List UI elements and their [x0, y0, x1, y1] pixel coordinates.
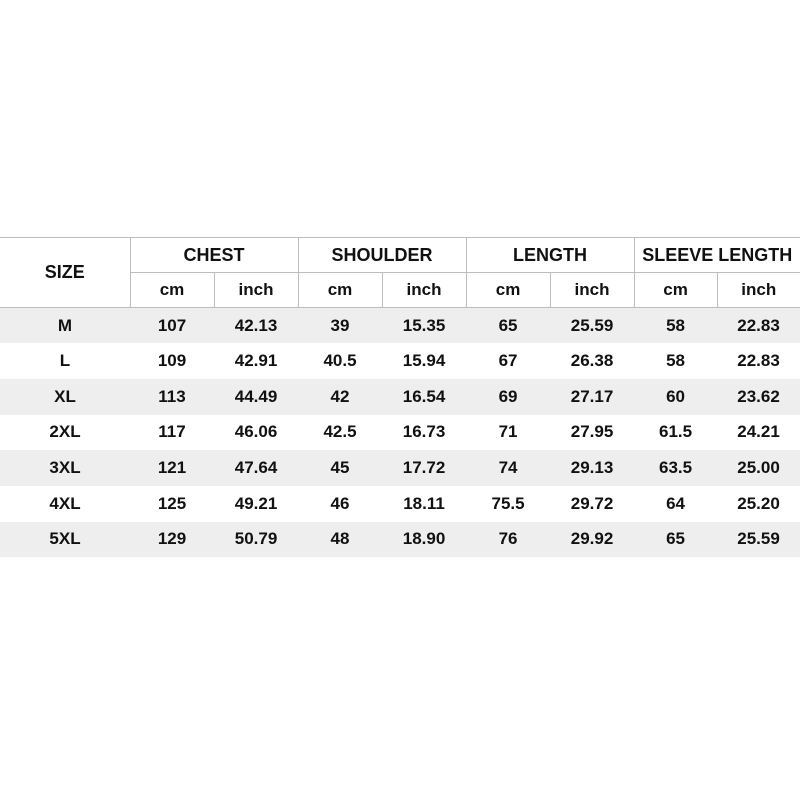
- measurement-cell: 25.20: [717, 486, 800, 522]
- measurement-cell: 25.59: [717, 522, 800, 558]
- unit-header: cm: [298, 273, 382, 308]
- size-label-cell: 3XL: [0, 450, 130, 486]
- unit-header: inch: [214, 273, 298, 308]
- measurement-cell: 50.79: [214, 522, 298, 558]
- size-label-cell: 2XL: [0, 415, 130, 451]
- sleeve-length-header: SLEEVE LENGTH: [634, 238, 800, 273]
- measurement-cell: 74: [466, 450, 550, 486]
- chest-header: CHEST: [130, 238, 298, 273]
- measurement-cell: 117: [130, 415, 214, 451]
- measurement-cell: 75.5: [466, 486, 550, 522]
- size-rows: [0, 308, 800, 558]
- size-label-cell: 4XL: [0, 486, 130, 522]
- measurement-cell: 26.38: [550, 343, 634, 379]
- measurement-cell: 25.59: [550, 308, 634, 344]
- measurement-cell: 15.35: [382, 308, 466, 344]
- measurement-cell: 64: [634, 486, 717, 522]
- measurement-cell: 46: [298, 486, 382, 522]
- unit-header: inch: [550, 273, 634, 308]
- measurement-cell: 24.21: [717, 415, 800, 451]
- group-header-row: [0, 238, 800, 273]
- unit-header: cm: [634, 273, 717, 308]
- table-row: [0, 379, 800, 415]
- measurement-cell: 42.5: [298, 415, 382, 451]
- length-header: LENGTH: [466, 238, 634, 273]
- size-label-cell: M: [0, 308, 130, 344]
- measurement-cell: 65: [634, 522, 717, 558]
- measurement-cell: 40.5: [298, 343, 382, 379]
- measurement-cell: 67: [466, 343, 550, 379]
- measurement-cell: 18.11: [382, 486, 466, 522]
- measurement-cell: 69: [466, 379, 550, 415]
- size-label-cell: XL: [0, 379, 130, 415]
- size-chart-table: [0, 237, 800, 557]
- measurement-cell: 17.72: [382, 450, 466, 486]
- measurement-cell: 42.91: [214, 343, 298, 379]
- measurement-cell: 71: [466, 415, 550, 451]
- measurement-cell: 25.00: [717, 450, 800, 486]
- measurement-cell: 22.83: [717, 343, 800, 379]
- measurement-cell: 113: [130, 379, 214, 415]
- measurement-cell: 65: [466, 308, 550, 344]
- size-label-cell: L: [0, 343, 130, 379]
- measurement-cell: 27.95: [550, 415, 634, 451]
- measurement-cell: 16.54: [382, 379, 466, 415]
- table-row: [0, 450, 800, 486]
- table-row: [0, 308, 800, 344]
- measurement-cell: 125: [130, 486, 214, 522]
- measurement-cell: 39: [298, 308, 382, 344]
- measurement-cell: 29.13: [550, 450, 634, 486]
- measurement-cell: 42.13: [214, 308, 298, 344]
- measurement-cell: 61.5: [634, 415, 717, 451]
- measurement-cell: 16.73: [382, 415, 466, 451]
- measurement-cell: 58: [634, 343, 717, 379]
- measurement-cell: 29.92: [550, 522, 634, 558]
- table-row: [0, 343, 800, 379]
- measurement-cell: 107: [130, 308, 214, 344]
- table-row: [0, 486, 800, 522]
- measurement-cell: 45: [298, 450, 382, 486]
- measurement-cell: 22.83: [717, 308, 800, 344]
- unit-header: cm: [130, 273, 214, 308]
- measurement-cell: 121: [130, 450, 214, 486]
- measurement-cell: 23.62: [717, 379, 800, 415]
- measurement-cell: 76: [466, 522, 550, 558]
- size-header: SIZE: [0, 238, 130, 308]
- unit-header: cm: [466, 273, 550, 308]
- measurement-cell: 42: [298, 379, 382, 415]
- measurement-cell: 29.72: [550, 486, 634, 522]
- size-label-cell: 5XL: [0, 522, 130, 558]
- measurement-cell: 46.06: [214, 415, 298, 451]
- measurement-cell: 47.64: [214, 450, 298, 486]
- measurement-cell: 27.17: [550, 379, 634, 415]
- measurement-cell: 60: [634, 379, 717, 415]
- measurement-cell: 58: [634, 308, 717, 344]
- measurement-cell: 44.49: [214, 379, 298, 415]
- table-row: [0, 415, 800, 451]
- unit-header: inch: [382, 273, 466, 308]
- measurement-cell: 15.94: [382, 343, 466, 379]
- shoulder-header: SHOULDER: [298, 238, 466, 273]
- measurement-cell: 48: [298, 522, 382, 558]
- measurement-cell: 18.90: [382, 522, 466, 558]
- unit-header: inch: [717, 273, 800, 308]
- table-row: [0, 522, 800, 558]
- measurement-cell: 49.21: [214, 486, 298, 522]
- measurement-cell: 63.5: [634, 450, 717, 486]
- measurement-cell: 129: [130, 522, 214, 558]
- measurement-cell: 109: [130, 343, 214, 379]
